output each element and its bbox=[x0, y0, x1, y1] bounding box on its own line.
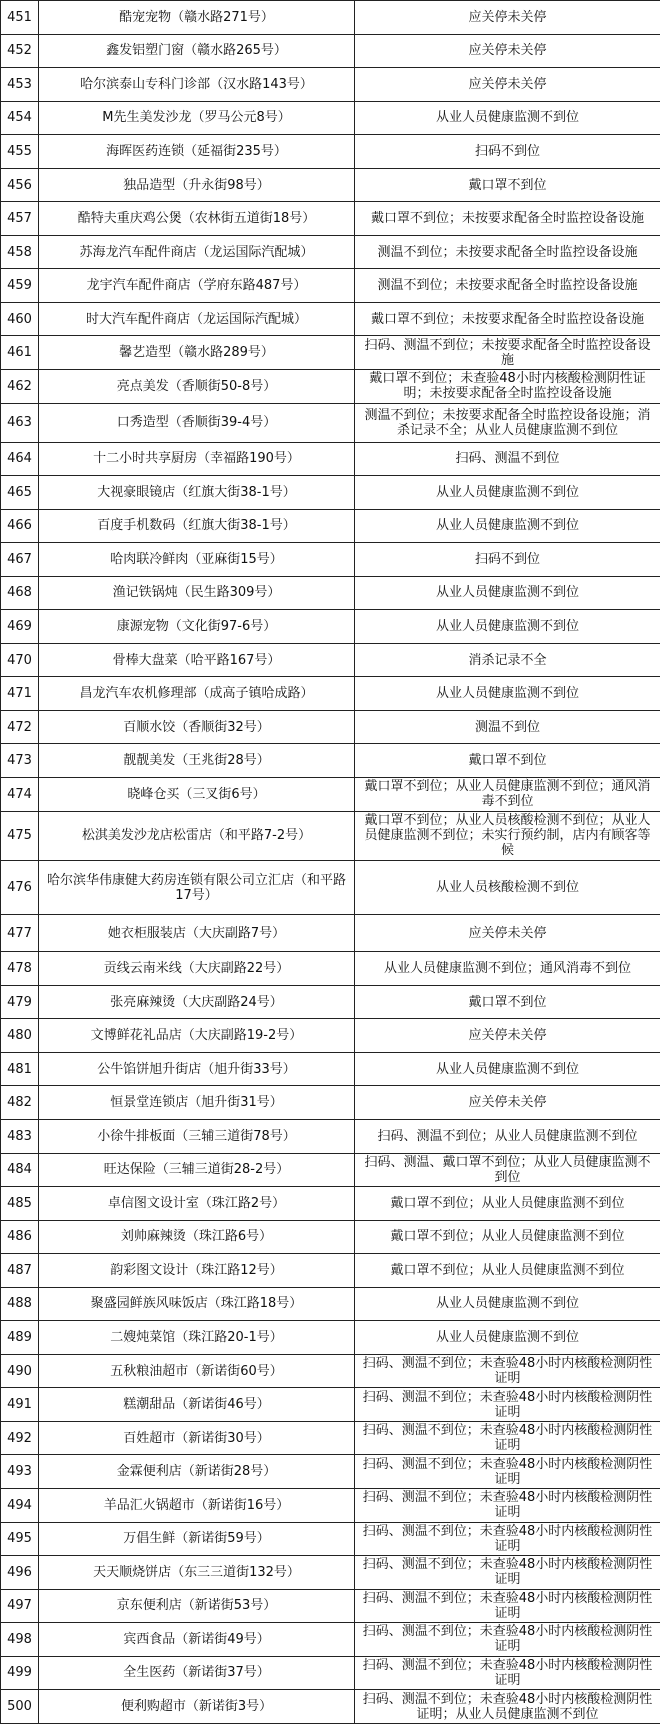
table-row bbox=[1, 1354, 660, 1388]
issue-cell: 扫码、测温不到位；未查验48小时内核酸检测阴性证明 bbox=[355, 1488, 660, 1522]
business-name-cell: 馨艺造型（赣水路289号） bbox=[39, 336, 355, 370]
business-name-cell: 京东便利店（新诺街53号） bbox=[39, 1589, 355, 1623]
table-row bbox=[1, 1522, 660, 1556]
business-name-cell: 张亮麻辣烫（大庆副路24号） bbox=[39, 985, 355, 1019]
business-name-cell: 十二小时共享厨房（幸福路190号） bbox=[39, 442, 355, 476]
table-row bbox=[1, 1019, 660, 1053]
issue-cell: 戴口罩不到位；从业人员健康监测不到位 bbox=[355, 1220, 660, 1254]
issue-cell: 戴口罩不到位 bbox=[355, 744, 660, 778]
table-row bbox=[1, 202, 660, 236]
issue-cell: 应关停未关停 bbox=[355, 1019, 660, 1053]
issue-cell: 测温不到位；未按要求配备全时监控设备设施 bbox=[355, 269, 660, 303]
business-name-cell: 贡线云南米线（大庆副路22号） bbox=[39, 952, 355, 986]
issue-cell: 扫码、测温不到位；未查验48小时内核酸检测阴性证明；从业人员健康监测不到位 bbox=[355, 1690, 660, 1724]
row-number-cell: 469 bbox=[1, 610, 39, 644]
business-name-cell: 亮点美发（香顺街50-8号） bbox=[39, 370, 355, 404]
business-name-cell: 渔记铁锅炖（民生路309号） bbox=[39, 576, 355, 610]
table-row bbox=[1, 336, 660, 370]
table-row bbox=[1, 576, 660, 610]
table-row bbox=[1, 1388, 660, 1422]
business-name-cell: 五秋粮油超市（新诺街60号） bbox=[39, 1354, 355, 1388]
table-row bbox=[1, 1690, 660, 1724]
business-name-cell: 便利购超市（新诺街3号） bbox=[39, 1690, 355, 1724]
business-name-cell: 独品造型（升永街98号） bbox=[39, 168, 355, 202]
business-name-cell: 韵彩图文设计（珠江路12号） bbox=[39, 1254, 355, 1288]
table-row bbox=[1, 476, 660, 510]
row-number-cell: 472 bbox=[1, 710, 39, 744]
row-number-cell: 487 bbox=[1, 1254, 39, 1288]
table-row bbox=[1, 1488, 660, 1522]
business-name-cell: 哈肉联冷鲜肉（亚麻街15号） bbox=[39, 543, 355, 577]
issue-cell: 消杀记录不全 bbox=[355, 643, 660, 677]
issue-cell: 扫码、测温不到位；未查验48小时内核酸检测阴性证明 bbox=[355, 1522, 660, 1556]
issue-cell: 从业人员健康监测不到位 bbox=[355, 576, 660, 610]
issue-cell: 扫码、测温不到位；未查验48小时内核酸检测阴性证明 bbox=[355, 1656, 660, 1690]
issue-cell: 从业人员核酸检测不到位 bbox=[355, 861, 660, 915]
business-name-cell: 酷宠宠物（赣水路271号） bbox=[39, 1, 355, 35]
business-name-cell: 鑫发铝塑门窗（赣水路265号） bbox=[39, 34, 355, 68]
business-name-cell: 万倡生鲜（新诺街59号） bbox=[39, 1522, 355, 1556]
table-row bbox=[1, 1, 660, 35]
row-number-cell: 494 bbox=[1, 1488, 39, 1522]
row-number-cell: 478 bbox=[1, 952, 39, 986]
business-name-cell: 苏海龙汽车配件商店（龙运国际汽配城） bbox=[39, 235, 355, 269]
row-number-cell: 470 bbox=[1, 643, 39, 677]
row-number-cell: 451 bbox=[1, 1, 39, 35]
issue-cell: 测温不到位；未按要求配备全时监控设备设施 bbox=[355, 235, 660, 269]
business-name-cell: 公牛馅饼旭升街店（旭升街33号） bbox=[39, 1052, 355, 1086]
business-name-cell: 聚盛园鲜族风味饭店（珠江路18号） bbox=[39, 1287, 355, 1321]
table-row bbox=[1, 269, 660, 303]
issue-cell: 扫码、测温不到位；未按要求配备全时监控设备设施 bbox=[355, 336, 660, 370]
table-row bbox=[1, 1254, 660, 1288]
issue-cell: 扫码、测温不到位；未查验48小时内核酸检测阴性证明 bbox=[355, 1354, 660, 1388]
business-name-cell: 恒景堂连锁店（旭升街31号） bbox=[39, 1086, 355, 1120]
row-number-cell: 480 bbox=[1, 1019, 39, 1053]
table-row bbox=[1, 811, 660, 861]
table-row bbox=[1, 235, 660, 269]
table-row bbox=[1, 34, 660, 68]
row-number-cell: 453 bbox=[1, 68, 39, 102]
business-name-cell: 天天顺烧饼店（东三三道街132号） bbox=[39, 1556, 355, 1590]
table-row bbox=[1, 1153, 660, 1187]
issue-cell: 戴口罩不到位；未按要求配备全时监控设备设施 bbox=[355, 302, 660, 336]
business-name-cell: 羊品汇火锅超市（新诺街16号） bbox=[39, 1488, 355, 1522]
issue-cell: 扫码不到位 bbox=[355, 135, 660, 169]
issue-cell: 扫码、测温不到位；未查验48小时内核酸检测阴性证明 bbox=[355, 1388, 660, 1422]
row-number-cell: 482 bbox=[1, 1086, 39, 1120]
row-number-cell: 454 bbox=[1, 101, 39, 135]
issue-cell: 扫码、测温不到位；未查验48小时内核酸检测阴性证明 bbox=[355, 1455, 660, 1489]
row-number-cell: 464 bbox=[1, 442, 39, 476]
issue-cell: 从业人员健康监测不到位 bbox=[355, 1287, 660, 1321]
business-name-cell: 酷特夫重庆鸡公煲（农林街五道街18号） bbox=[39, 202, 355, 236]
issue-cell: 戴口罩不到位；从业人员健康监测不到位 bbox=[355, 1187, 660, 1221]
table-row bbox=[1, 1052, 660, 1086]
business-name-cell: 时大汽车配件商店（龙运国际汽配城） bbox=[39, 302, 355, 336]
business-name-cell: 金霖便利店（新诺街28号） bbox=[39, 1455, 355, 1489]
table-row bbox=[1, 861, 660, 915]
table-row bbox=[1, 1656, 660, 1690]
table-row bbox=[1, 1623, 660, 1657]
table-row bbox=[1, 1086, 660, 1120]
row-number-cell: 491 bbox=[1, 1388, 39, 1422]
row-number-cell: 471 bbox=[1, 677, 39, 711]
row-number-cell: 489 bbox=[1, 1321, 39, 1355]
row-number-cell: 458 bbox=[1, 235, 39, 269]
row-number-cell: 485 bbox=[1, 1187, 39, 1221]
table-row bbox=[1, 68, 660, 102]
issue-cell: 从业人员健康监测不到位 bbox=[355, 1321, 660, 1355]
row-number-cell: 457 bbox=[1, 202, 39, 236]
row-number-cell: 493 bbox=[1, 1455, 39, 1489]
row-number-cell: 492 bbox=[1, 1421, 39, 1455]
table-row bbox=[1, 1287, 660, 1321]
issue-cell: 从业人员健康监测不到位 bbox=[355, 101, 660, 135]
issue-cell: 扫码、测温不到位；未查验48小时内核酸检测阴性证明 bbox=[355, 1623, 660, 1657]
row-number-cell: 468 bbox=[1, 576, 39, 610]
row-number-cell: 460 bbox=[1, 302, 39, 336]
issue-cell: 戴口罩不到位；未按要求配备全时监控设备设施 bbox=[355, 202, 660, 236]
table-row bbox=[1, 403, 660, 442]
row-number-cell: 459 bbox=[1, 269, 39, 303]
row-number-cell: 500 bbox=[1, 1690, 39, 1724]
issue-cell: 从业人员健康监测不到位 bbox=[355, 610, 660, 644]
issue-cell: 扫码、测温不到位 bbox=[355, 442, 660, 476]
business-name-cell: 卓信图文设计室（珠江路2号） bbox=[39, 1187, 355, 1221]
table-row bbox=[1, 710, 660, 744]
business-name-cell: 哈尔滨泰山专科门诊部（汉水路143号） bbox=[39, 68, 355, 102]
row-number-cell: 488 bbox=[1, 1287, 39, 1321]
issue-cell: 戴口罩不到位；从业人员健康监测不到位；通风消毒不到位 bbox=[355, 777, 660, 811]
table-row bbox=[1, 643, 660, 677]
business-name-cell: 全生医药（新诺街37号） bbox=[39, 1656, 355, 1690]
row-number-cell: 479 bbox=[1, 985, 39, 1019]
issue-cell: 扫码、测温不到位；未查验48小时内核酸检测阴性证明 bbox=[355, 1421, 660, 1455]
issue-cell: 戴口罩不到位 bbox=[355, 168, 660, 202]
business-name-cell: 口秀造型（香顺街39-4号） bbox=[39, 403, 355, 442]
table-row bbox=[1, 168, 660, 202]
issue-cell: 戴口罩不到位 bbox=[355, 985, 660, 1019]
issue-cell: 应关停未关停 bbox=[355, 68, 660, 102]
row-number-cell: 462 bbox=[1, 370, 39, 404]
table-row bbox=[1, 1220, 660, 1254]
table-row bbox=[1, 1556, 660, 1590]
row-number-cell: 490 bbox=[1, 1354, 39, 1388]
issue-cell: 应关停未关停 bbox=[355, 1, 660, 35]
table-row bbox=[1, 1187, 660, 1221]
table-row bbox=[1, 985, 660, 1019]
business-name-cell: 刘帅麻辣烫（珠江路6号） bbox=[39, 1220, 355, 1254]
row-number-cell: 481 bbox=[1, 1052, 39, 1086]
business-name-cell: 靓靓美发（王兆街28号） bbox=[39, 744, 355, 778]
business-name-cell: 糕潮甜品（新诺街46号） bbox=[39, 1388, 355, 1422]
business-name-cell: 文博鲜花礼品店（大庆副路19-2号） bbox=[39, 1019, 355, 1053]
business-name-cell: 小徐牛排板面（三辅三道街78号） bbox=[39, 1119, 355, 1153]
business-name-cell: M先生美发沙龙（罗马公元8号） bbox=[39, 101, 355, 135]
issue-cell: 应关停未关停 bbox=[355, 1086, 660, 1120]
business-name-cell: 松淇美发沙龙店松雷店（和平路7-2号） bbox=[39, 811, 355, 861]
business-name-cell: 海晖医药连锁（延福街235号） bbox=[39, 135, 355, 169]
business-name-cell: 二嫂炖菜馆（珠江路20-1号） bbox=[39, 1321, 355, 1355]
business-name-cell: 旺达保险（三辅三道街28-2号） bbox=[39, 1153, 355, 1187]
table-row bbox=[1, 1119, 660, 1153]
table-row bbox=[1, 744, 660, 778]
table-row bbox=[1, 1321, 660, 1355]
business-name-cell: 哈尔滨华伟康健大药房连锁有限公司立汇店（和平路17号） bbox=[39, 861, 355, 915]
row-number-cell: 456 bbox=[1, 168, 39, 202]
row-number-cell: 463 bbox=[1, 403, 39, 442]
row-number-cell: 486 bbox=[1, 1220, 39, 1254]
table-row bbox=[1, 677, 660, 711]
issue-cell: 测温不到位；未按要求配备全时监控设备设施；消杀记录不全；从业人员健康监测不到位 bbox=[355, 403, 660, 442]
business-name-cell: 大视豪眼镜店（红旗大街38-1号） bbox=[39, 476, 355, 510]
row-number-cell: 476 bbox=[1, 861, 39, 915]
row-number-cell: 496 bbox=[1, 1556, 39, 1590]
row-number-cell: 498 bbox=[1, 1623, 39, 1657]
issue-cell: 戴口罩不到位；从业人员核酸检测不到位；从业人员健康监测不到位；未实行预约制，店内有顾客等候 bbox=[355, 811, 660, 861]
row-number-cell: 477 bbox=[1, 915, 39, 952]
business-name-cell: 宾西食品（新诺街49号） bbox=[39, 1623, 355, 1657]
issue-cell: 扫码不到位 bbox=[355, 543, 660, 577]
table-row bbox=[1, 442, 660, 476]
issue-cell: 应关停未关停 bbox=[355, 34, 660, 68]
issue-cell: 扫码、测温不到位；未查验48小时内核酸检测阴性证明 bbox=[355, 1589, 660, 1623]
row-number-cell: 483 bbox=[1, 1119, 39, 1153]
issue-cell: 扫码、测温、戴口罩不到位；从业人员健康监测不到位 bbox=[355, 1153, 660, 1187]
row-number-cell: 474 bbox=[1, 777, 39, 811]
issue-cell: 从业人员健康监测不到位 bbox=[355, 677, 660, 711]
table-row bbox=[1, 370, 660, 404]
issue-cell: 从业人员健康监测不到位 bbox=[355, 509, 660, 543]
table-row bbox=[1, 915, 660, 952]
table-body bbox=[1, 1, 660, 1724]
row-number-cell: 484 bbox=[1, 1153, 39, 1187]
business-name-cell: 百度手机数码（红旗大街38-1号） bbox=[39, 509, 355, 543]
business-name-cell: 她衣柜服装店（大庆副路7号） bbox=[39, 915, 355, 952]
row-number-cell: 495 bbox=[1, 1522, 39, 1556]
row-number-cell: 465 bbox=[1, 476, 39, 510]
table-row bbox=[1, 543, 660, 577]
row-number-cell: 461 bbox=[1, 336, 39, 370]
row-number-cell: 467 bbox=[1, 543, 39, 577]
table-row bbox=[1, 952, 660, 986]
issue-cell: 从业人员健康监测不到位 bbox=[355, 476, 660, 510]
business-name-cell: 百姓超市（新诺街30号） bbox=[39, 1421, 355, 1455]
table-row bbox=[1, 101, 660, 135]
issue-cell: 戴口罩不到位；从业人员健康监测不到位 bbox=[355, 1254, 660, 1288]
issue-cell: 测温不到位 bbox=[355, 710, 660, 744]
issue-cell: 从业人员健康监测不到位；通风消毒不到位 bbox=[355, 952, 660, 986]
issue-cell: 从业人员健康监测不到位 bbox=[355, 1052, 660, 1086]
business-name-cell: 晓峰仓买（三叉街6号） bbox=[39, 777, 355, 811]
issue-cell: 扫码、测温不到位；未查验48小时内核酸检测阴性证明 bbox=[355, 1556, 660, 1590]
business-name-cell: 龙宇汽车配件商店（学府东路487号） bbox=[39, 269, 355, 303]
table-row bbox=[1, 1421, 660, 1455]
issue-cell: 扫码、测温不到位；从业人员健康监测不到位 bbox=[355, 1119, 660, 1153]
table-row bbox=[1, 302, 660, 336]
table-row bbox=[1, 509, 660, 543]
row-number-cell: 466 bbox=[1, 509, 39, 543]
row-number-cell: 455 bbox=[1, 135, 39, 169]
row-number-cell: 473 bbox=[1, 744, 39, 778]
table-row bbox=[1, 1589, 660, 1623]
business-name-cell: 康源宠物（文化街97-6号） bbox=[39, 610, 355, 644]
business-name-cell: 百顺水饺（香顺街32号） bbox=[39, 710, 355, 744]
issue-cell: 戴口罩不到位；未查验48小时内核酸检测阴性证明；未按要求配备全时监控设备设施 bbox=[355, 370, 660, 404]
table-row bbox=[1, 777, 660, 811]
issue-cell: 应关停未关停 bbox=[355, 915, 660, 952]
row-number-cell: 497 bbox=[1, 1589, 39, 1623]
business-name-cell: 昌龙汽车农机修理部（成高子镇哈成路） bbox=[39, 677, 355, 711]
table-row bbox=[1, 610, 660, 644]
row-number-cell: 475 bbox=[1, 811, 39, 861]
table-row bbox=[1, 135, 660, 169]
row-number-cell: 499 bbox=[1, 1656, 39, 1690]
table-row bbox=[1, 1455, 660, 1489]
row-number-cell: 452 bbox=[1, 34, 39, 68]
business-name-cell: 骨棒大盘菜（哈平路167号） bbox=[39, 643, 355, 677]
